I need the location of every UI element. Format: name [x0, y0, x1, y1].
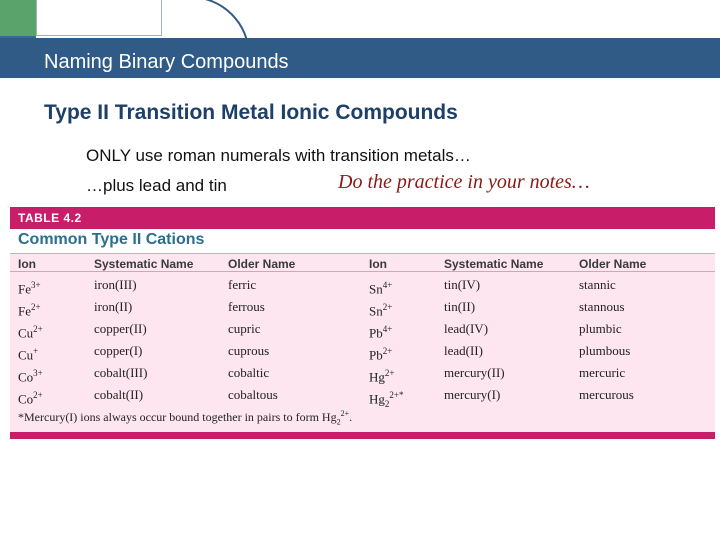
older-name: plumbic: [579, 321, 622, 336]
ion-cell: [369, 365, 394, 385]
ion-symbol: Co: [18, 391, 34, 407]
ion-charge: 4+: [382, 324, 393, 334]
footnote-text: *Mercury(I) ions always occur bound together in pairs to form Hg: [18, 410, 337, 424]
ion-symbol: Cu: [18, 325, 34, 341]
older-name: ferrous: [228, 299, 265, 314]
col-header-older-2: Older Name: [579, 257, 647, 271]
table-header-band: [10, 207, 715, 229]
ion-cell: [18, 321, 43, 341]
systematic-name-cell: [444, 387, 500, 403]
systematic-name-cell: [444, 343, 483, 359]
older-name: cobaltous: [228, 387, 278, 402]
older-name: cupric: [228, 321, 261, 336]
older-name-cell: [228, 277, 256, 293]
ion-footnote-mark: *: [398, 390, 404, 400]
systematic-name: iron(III): [94, 277, 137, 292]
systematic-name-cell: [94, 365, 147, 381]
older-name-cell: [228, 365, 269, 381]
ion-cell: [18, 387, 43, 407]
ion-charge: 2+: [382, 346, 393, 356]
ion-charge: 4+: [382, 280, 393, 290]
older-name-cell: [579, 365, 625, 381]
ion-cell: [369, 277, 392, 297]
older-name: mercuric: [579, 365, 626, 380]
ion-symbol: Sn: [369, 303, 383, 319]
older-name-cell: [228, 321, 260, 337]
bullet-lead-tin: …plus lead and tin: [86, 176, 227, 195]
systematic-name: lead(II): [444, 343, 483, 358]
ion-cell: [18, 365, 43, 385]
ion-symbol: Co: [18, 369, 34, 385]
older-name: stannous: [579, 299, 625, 314]
systematic-name-cell: [94, 321, 147, 337]
header-underline: [10, 271, 715, 272]
ion-cell: [18, 299, 41, 319]
older-name-cell: [228, 387, 278, 403]
systematic-name-cell: [444, 321, 488, 337]
systematic-name: tin(IV): [444, 277, 481, 292]
ion-symbol: Fe: [18, 281, 31, 297]
systematic-name-cell: [94, 299, 132, 315]
col-header-ion-2: Ion: [369, 257, 387, 271]
table-footnote: [18, 409, 352, 426]
ion-cell: [369, 299, 392, 319]
table-title: Common Type II Cations: [18, 231, 205, 248]
col-header-systematic-1: Systematic Name: [94, 257, 194, 271]
systematic-name-cell: [444, 365, 505, 381]
older-name-cell: [579, 299, 625, 315]
ion-cell: [18, 343, 38, 363]
col-header-older-1: Older Name: [228, 257, 296, 271]
ion-charge: 2+: [384, 368, 395, 378]
slide-title: Naming Binary Compounds: [44, 51, 289, 73]
ion-cell: [369, 387, 403, 412]
systematic-name: cobalt(II): [94, 387, 144, 402]
systematic-name: copper(II): [94, 321, 147, 336]
bullet-roman-numerals: ONLY use roman numerals with transition metals…: [86, 146, 471, 165]
systematic-name: iron(II): [94, 299, 133, 314]
table-label: TABLE 4.2: [18, 211, 82, 225]
older-name-cell: [579, 343, 630, 359]
ion-symbol: Pb: [369, 325, 383, 341]
older-name: plumbous: [579, 343, 631, 358]
ion-charge: 2+: [33, 324, 43, 334]
ion-charge: 2+: [33, 390, 43, 400]
col-header-ion-1: Ion: [18, 257, 36, 271]
ion-symbol: Cu: [18, 347, 34, 363]
ion-charge: +: [33, 346, 39, 356]
cation-table-figure: [10, 207, 715, 439]
ion-cell: [369, 343, 392, 363]
older-name-cell: [579, 277, 616, 293]
systematic-name-cell: [94, 277, 137, 293]
ion-cell: [369, 321, 392, 341]
ion-charge: 2+: [389, 390, 399, 400]
table-bottom-band: [10, 432, 715, 439]
systematic-name-cell: [444, 299, 475, 315]
ion-symbol: Fe: [18, 303, 31, 319]
older-name-cell: [228, 343, 269, 359]
systematic-name: tin(II): [444, 299, 476, 314]
footnote-superscript: 2+: [340, 409, 350, 418]
ion-cell: [18, 277, 41, 297]
ion-symbol: Hg: [369, 391, 385, 407]
ion-subscript: 2: [384, 398, 390, 409]
older-name: mercurous: [579, 387, 634, 402]
col-header-systematic-2: Systematic Name: [444, 257, 544, 271]
ion-charge: 3+: [33, 368, 43, 378]
older-name: stannic: [579, 277, 616, 292]
ion-charge: 3+: [31, 280, 41, 290]
ion-symbol: Hg: [369, 369, 385, 385]
older-name: cuprous: [228, 343, 270, 358]
ion-symbol: Sn: [369, 281, 383, 297]
ion-charge: 2+: [31, 302, 41, 312]
ion-charge: 2+: [382, 302, 393, 312]
systematic-name: cobalt(III): [94, 365, 148, 380]
older-name-cell: [228, 299, 265, 315]
older-name-cell: [579, 387, 634, 403]
table-rule: [10, 253, 715, 254]
systematic-name: mercury(II): [444, 365, 505, 380]
slide-subtitle: Type II Transition Metal Ionic Compounds: [44, 101, 458, 124]
systematic-name-cell: [94, 387, 143, 403]
footnote-subscript: 2: [336, 417, 341, 427]
older-name: cobaltic: [228, 365, 270, 380]
footnote-period: .: [349, 410, 353, 424]
systematic-name: copper(I): [94, 343, 143, 358]
older-name-cell: [579, 321, 622, 337]
systematic-name: mercury(I): [444, 387, 501, 402]
systematic-name-cell: [94, 343, 142, 359]
ion-symbol: Pb: [369, 347, 383, 363]
older-name: ferric: [228, 277, 257, 292]
practice-note: Do the practice in your notes…: [338, 171, 590, 193]
systematic-name-cell: [444, 277, 480, 293]
corner-accent: [0, 0, 36, 36]
systematic-name: lead(IV): [444, 321, 489, 336]
